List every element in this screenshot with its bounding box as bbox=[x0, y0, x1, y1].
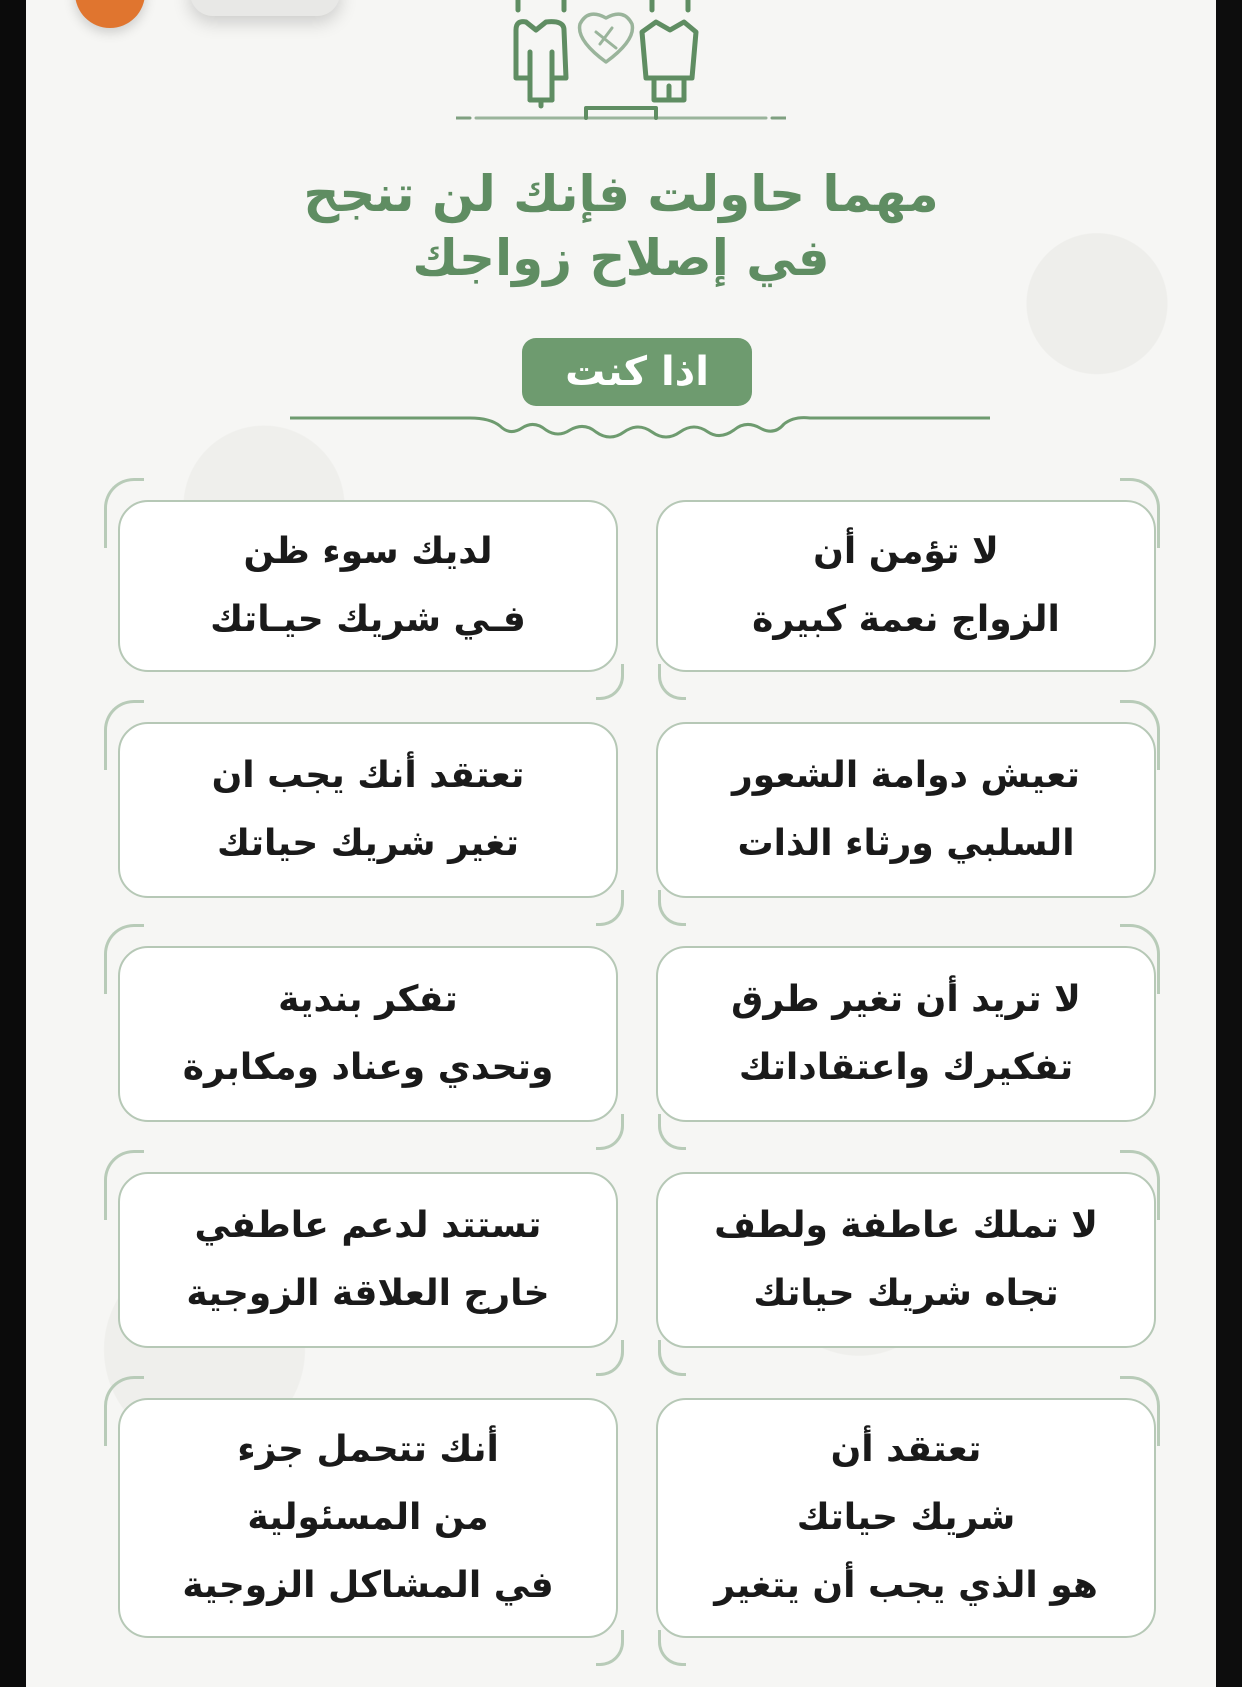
headline-line-1: مهما حاولت فإنك لن تنجح bbox=[303, 165, 939, 223]
card-line: تعيش دوامة الشعور bbox=[732, 755, 1080, 796]
card-line: لا تملك عاطفة ولطف bbox=[714, 1205, 1098, 1246]
headline-line-2: في إصلاح زواجك bbox=[412, 229, 830, 287]
card-line: لا تؤمن أن bbox=[813, 531, 999, 572]
card-line: فـي شريك حيـاتك bbox=[210, 599, 526, 640]
card-line: الزواج نعمة كبيرة bbox=[752, 599, 1060, 640]
condition-label-badge: اذا كنت bbox=[522, 338, 752, 406]
swirl-divider-icon bbox=[290, 404, 990, 454]
card-line: هو الذي يجب أن يتغير bbox=[714, 1565, 1098, 1606]
condition-card bbox=[118, 722, 618, 898]
condition-card bbox=[656, 500, 1156, 672]
card-line: تغير شريك حياتك bbox=[216, 823, 520, 864]
card-line: شريك حياتك bbox=[796, 1497, 1016, 1538]
corner-overlay-pill[interactable] bbox=[190, 0, 340, 16]
right-edge-bar bbox=[1216, 0, 1242, 1687]
condition-card bbox=[656, 946, 1156, 1122]
card-line: تستتد لدعم عاطفي bbox=[194, 1205, 542, 1246]
left-edge-bar bbox=[0, 0, 26, 1687]
condition-card bbox=[118, 1398, 618, 1638]
condition-card bbox=[118, 946, 618, 1122]
card-line: أنك تتحمل جزء bbox=[237, 1429, 499, 1470]
condition-card bbox=[656, 1398, 1156, 1638]
condition-card bbox=[656, 1172, 1156, 1348]
card-line: في المشاكل الزوجية bbox=[182, 1565, 554, 1606]
card-line: لديك سوء ظن bbox=[243, 531, 493, 572]
card-line: تفكيرك واعتقاداتك bbox=[738, 1047, 1074, 1088]
couple-with-heart-illustration bbox=[456, 0, 786, 130]
card-line: تعتقد أنك يجب ان bbox=[211, 755, 525, 796]
card-line: لا تريد أن تغير طرق bbox=[731, 979, 1081, 1020]
condition-card bbox=[656, 722, 1156, 898]
card-line: من المسئولية bbox=[247, 1497, 489, 1538]
condition-card bbox=[118, 500, 618, 672]
card-line: تجاه شريك حياتك bbox=[753, 1273, 1059, 1314]
card-line: السلبي ورثاء الذات bbox=[737, 823, 1075, 864]
condition-card bbox=[118, 1172, 618, 1348]
card-line: وتحدي وعناد ومكابرة bbox=[182, 1047, 554, 1088]
card-line: تعتقد أن bbox=[830, 1429, 982, 1470]
card-line: تفكر بندية bbox=[278, 979, 458, 1020]
card-line: خارج العلاقة الزوجية bbox=[186, 1273, 550, 1314]
